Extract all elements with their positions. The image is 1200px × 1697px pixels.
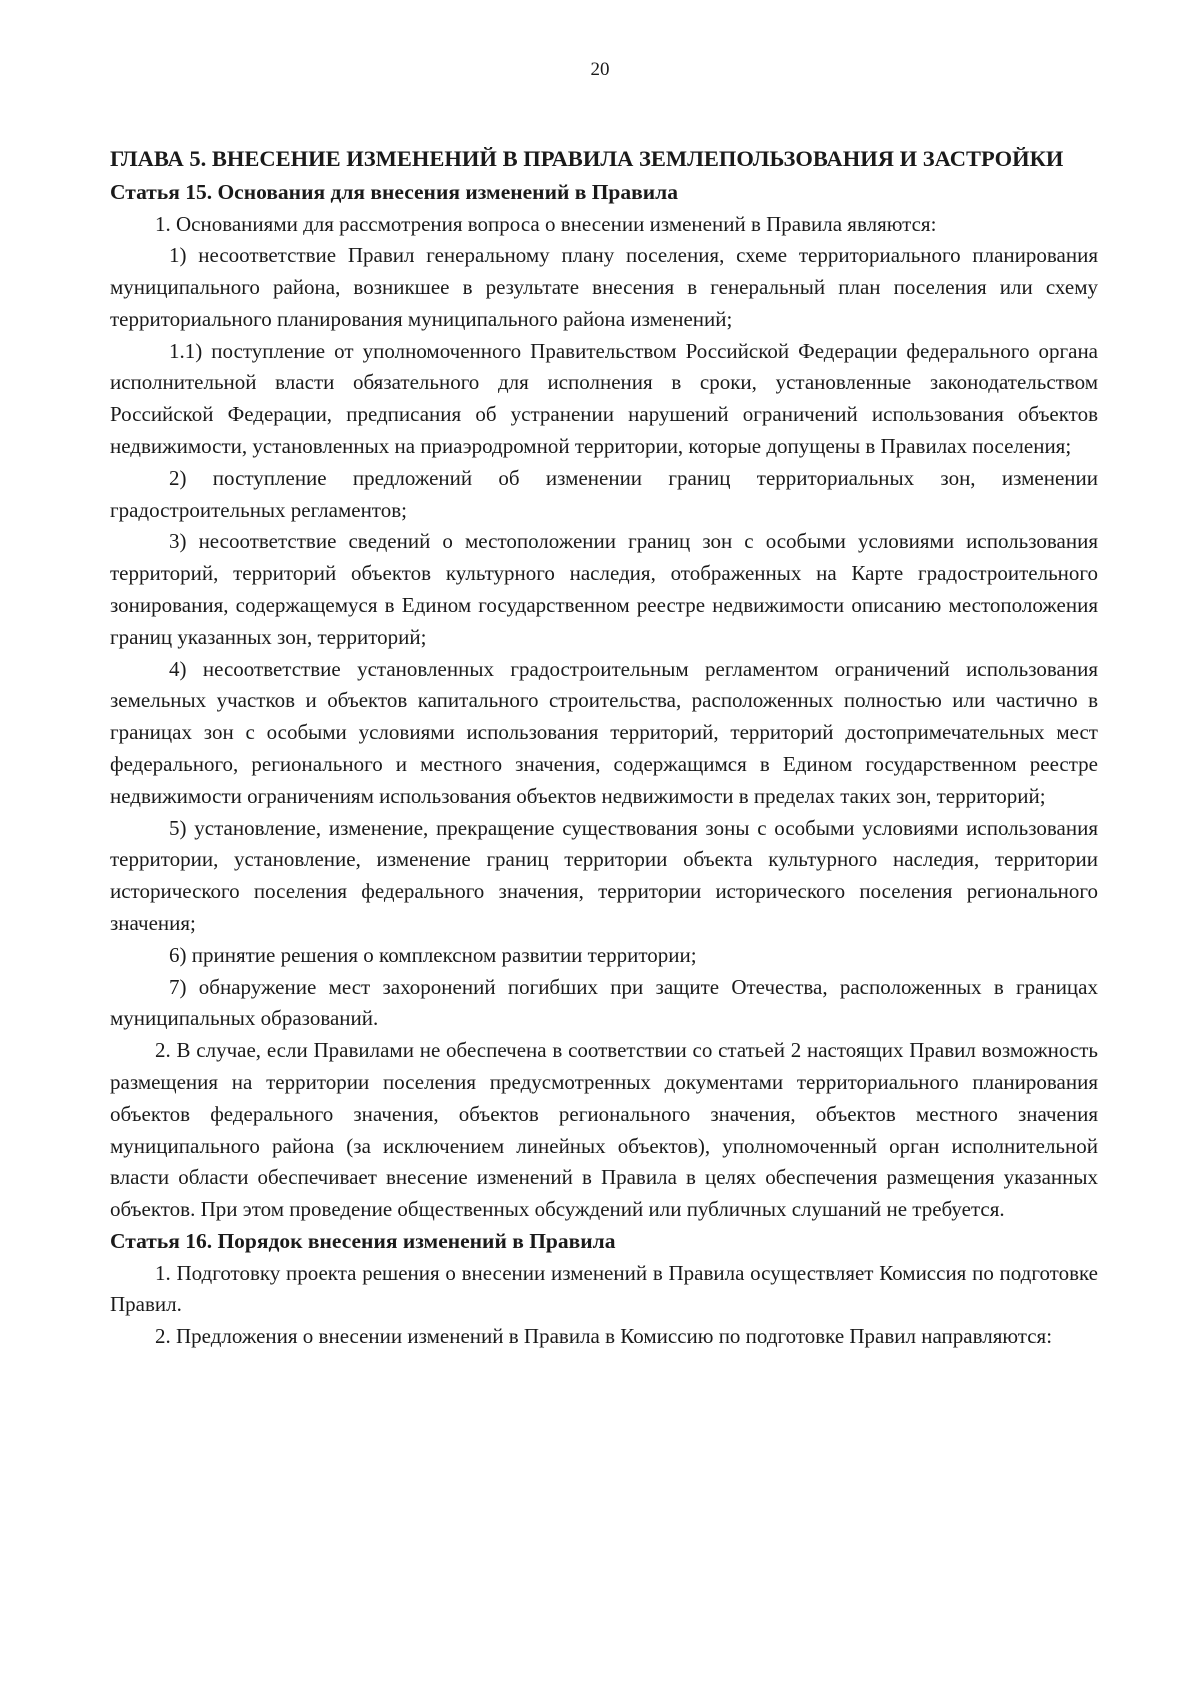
article-15-item-6: 6) принятие решения о комплексном развитии территории;: [169, 942, 697, 967]
article-15-item-3: 3) несоответствие сведений о местоположении границ зон с особыми условиями использования территорий, территорий объектов культурного наследия, отображенных на Карте градостроительного зонирования, содержащемуся в Едином государственном реестре недвижимости описанию местоположения границ указанных зон, территорий;: [110, 529, 1098, 649]
article-15-item-1: 1) несоответствие Правил генеральному плану поселения, схеме территориального планирования муниципального района, возникшее в результате внесения в генеральный план поселения или схему территориального планирования муниципального района изменений;: [110, 243, 1098, 331]
article-15-paragraph-2: 2. В случае, если Правилами не обеспечена в соответствии со статьей 2 настоящих Правил возможность размещения на территории поселения предусмотренных документами территориального планирования объектов федерального значения, объектов регионального значения, объектов местного значения муниципального района (за исключением линейных объектов), уполномоченный орган исполнительной власти области обеспечивает внесение изменений в Правила в целях обеспечения размещения указанных объектов. При этом проведение общественных обсуждений или публичных слушаний не требуется.: [110, 1038, 1098, 1222]
article-15-item-7: 7) обнаружение мест захоронений погибших при защите Отечества, расположенных в границах муниципальных образований.: [110, 974, 1098, 1031]
article-15-title: Статья 15. Основания для внесения изменений в Правила: [110, 180, 678, 204]
article-16-title: Статья 16. Порядок внесения изменений в Правила: [110, 1229, 616, 1253]
article-15-item-4: 4) несоответствие установленных градостроительным регламентом ограничений использования земельных участков и объектов капитального строительства, расположенных полностью или частично в границах зон с особыми условиями использования территорий, территорий достопримечательных мест федерального, регионального и местного значения, содержащимся в Едином государственном реестре недвижимости ограничениям использования объектов недвижимости в пределах таких зон, территорий;: [110, 656, 1098, 808]
article-16-paragraph-2: 2. Предложения о внесении изменений в Правила в Комиссию по подготовке Правил направляются:: [155, 1324, 1053, 1349]
article-15-item-5: 5) установление, изменение, прекращение существования зоны с особыми условиями использования территории, установление, изменение границ территории объекта культурного наследия, территории исторического поселения федерального значения, территории исторического поселения регионального значения;: [110, 815, 1098, 936]
page-number: 20: [590, 59, 610, 80]
article-15-paragraph-1: 1. Основаниями для рассмотрения вопроса о внесении изменений в Правила являются:: [155, 211, 937, 236]
page-content: [110, 143, 1098, 1353]
article-15-item-2: 2) поступление предложений об изменении границ территориальных зон, изменении градостроительных регламентов;: [110, 465, 1098, 522]
article-16-paragraph-1: 1. Подготовку проекта решения о внесении изменений в Правила осуществляет Комиссия по подготовке Правил.: [110, 1260, 1098, 1317]
article-15-item-1-1: 1.1) поступление от уполномоченного Правительством Российской Федерации федерального органа исполнительной власти обязательного для исполнения в сроки, установленные законодательством Российской Федерации, предписания об устранении нарушений ограничений использования объектов недвижимости, установленных на приаэродромной территории, которые допущены в Правилах поселения;: [110, 338, 1098, 459]
chapter-title: ГЛАВА 5. ВНЕСЕНИЕ ИЗМЕНЕНИЙ В ПРАВИЛА ЗЕМЛЕПОЛЬЗОВАНИЯ И ЗАСТРОЙКИ: [110, 146, 1064, 171]
